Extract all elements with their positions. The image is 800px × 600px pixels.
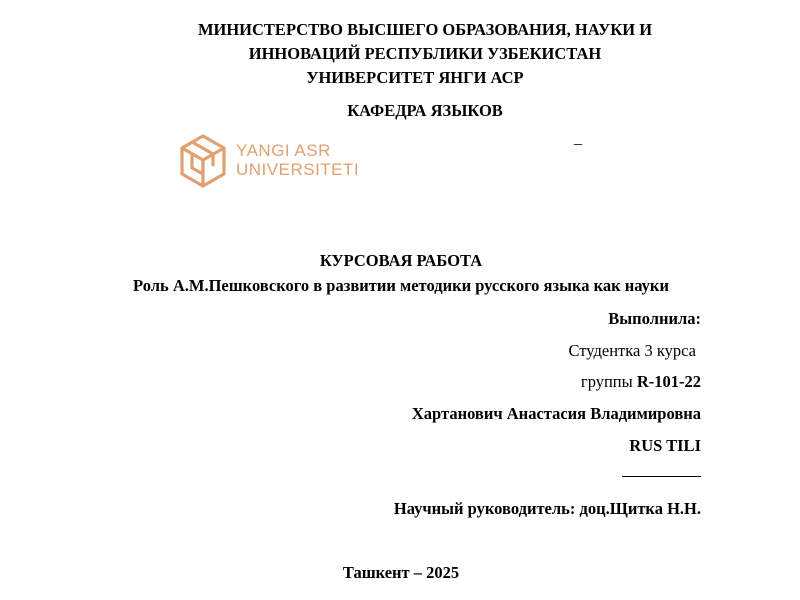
work-type: КУРСОВАЯ РАБОТА (319, 251, 483, 270)
dash-mark: _ (574, 130, 582, 147)
cube-logo-icon (178, 133, 228, 189)
university-name: УНИВЕРСИТЕТ ЯНГИ АСР (306, 68, 524, 87)
student-course: Студентка 3 курса (568, 341, 696, 360)
subject-name: RUS TILI (629, 436, 701, 455)
topic-title: Роль А.М.Пешковского в развитии методики русского языка как науки (133, 276, 669, 295)
logo-text-line2: UNIVERSITETI (236, 160, 360, 179)
signature-line (622, 476, 701, 477)
department-name: КАФЕДРА ЯЗЫКОВ (347, 101, 503, 120)
supervisor: Научный руководитель: доц.Щитка Н.Н. (393, 499, 701, 518)
student-name: Хартанович Анастасия Владимировна (411, 404, 701, 423)
logo-text (236, 141, 359, 179)
group-code: R-101-22 (636, 372, 701, 391)
group-label: группы (580, 372, 637, 391)
ministry-line-2: ИННОВАЦИЙ РЕСПУБЛИКИ УЗБЕКИСТАН (248, 44, 602, 63)
city-year: Ташкент – 2025 (342, 563, 460, 582)
logo-text-line1: YANGI ASR (236, 141, 331, 160)
group-line (581, 372, 701, 392)
ministry-line-1: МИНИСТЕРСТВО ВЫСШЕГО ОБРАЗОВАНИЯ, НАУКИ И (197, 20, 653, 39)
done-by-label: Выполнила: (608, 309, 701, 328)
university-logo (178, 133, 358, 189)
